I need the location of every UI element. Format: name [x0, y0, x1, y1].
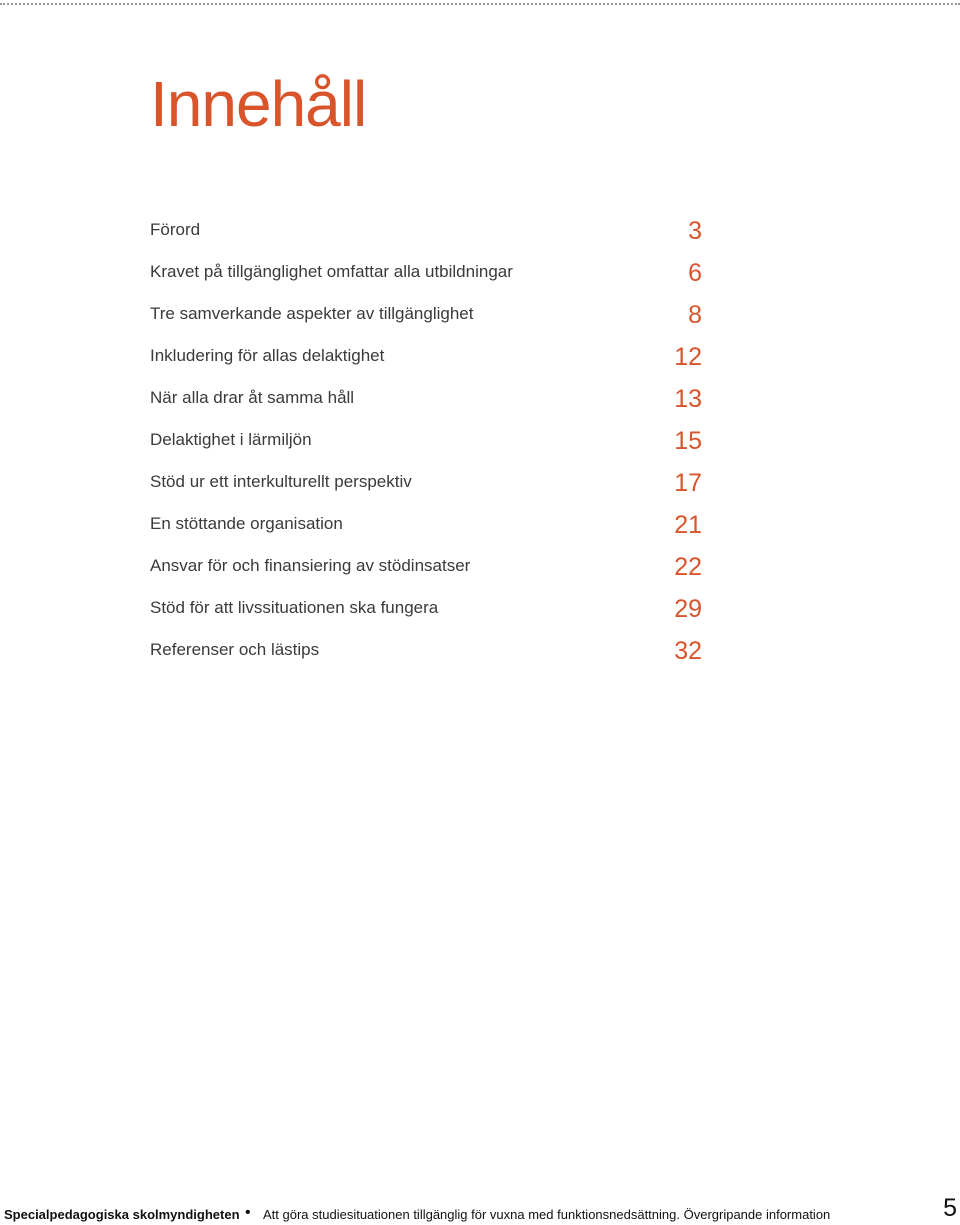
toc-entry[interactable] — [150, 372, 702, 414]
toc-entry-page: 32 — [674, 637, 702, 665]
toc-entry-title: Förord — [150, 220, 201, 239]
toc-entry-title: En stöttande organisation — [150, 514, 343, 533]
toc-entry[interactable] — [150, 246, 702, 288]
toc-entry[interactable] — [150, 498, 702, 540]
toc-entry-page: 22 — [674, 553, 702, 581]
toc-entry[interactable] — [150, 540, 702, 582]
toc-entry[interactable] — [150, 414, 702, 456]
toc-entry-page: 3 — [688, 217, 702, 245]
toc-entry[interactable] — [150, 288, 702, 330]
top-dotted-rule — [0, 3, 960, 5]
toc-entry-page: 21 — [674, 511, 702, 539]
toc-entry-title: När alla drar åt samma håll — [150, 388, 355, 407]
toc-entry-title: Tre samverkande aspekter av tillgänglighet — [150, 304, 474, 323]
table-of-contents — [150, 204, 702, 666]
footer-document-title: Att göra studiesituationen tillgänglig för vuxna med funktionsnedsättning. Övergripande information — [263, 1207, 831, 1222]
toc-entry-page: 13 — [674, 385, 702, 413]
toc-entry-title: Referenser och lästips — [150, 640, 320, 659]
toc-entry[interactable] — [150, 204, 702, 246]
toc-entry-title: Stöd för att livssituationen ska fungera — [150, 598, 439, 617]
toc-entry-title: Delaktighet i lärmiljön — [150, 430, 312, 449]
toc-entry-title: Inkludering för allas delaktighet — [150, 346, 385, 365]
footer-page-number: 5 — [943, 1194, 957, 1222]
toc-entry-page: 12 — [674, 343, 702, 371]
toc-entry-page: 29 — [674, 595, 702, 623]
toc-entry-title: Ansvar för och finansiering av stödinsatser — [150, 556, 471, 575]
footer-organization: Specialpedagogiska skolmyndigheten — [4, 1207, 240, 1222]
toc-entry-page: 6 — [688, 259, 702, 287]
toc-entry[interactable] — [150, 582, 702, 624]
toc-entry[interactable] — [150, 624, 702, 666]
toc-entry-page: 8 — [688, 301, 702, 329]
page-title: Innehåll — [150, 68, 367, 140]
toc-entry-page: 17 — [674, 469, 702, 497]
toc-entry[interactable] — [150, 330, 702, 372]
toc-entry-title: Stöd ur ett interkulturellt perspektiv — [150, 472, 412, 491]
toc-entry[interactable] — [150, 456, 702, 498]
toc-entry-page: 15 — [674, 427, 702, 455]
footer-bullet-separator: • — [245, 1204, 251, 1221]
toc-entry-title: Kravet på tillgänglighet omfattar alla utbildningar — [150, 262, 513, 281]
page-footer — [4, 1196, 960, 1224]
